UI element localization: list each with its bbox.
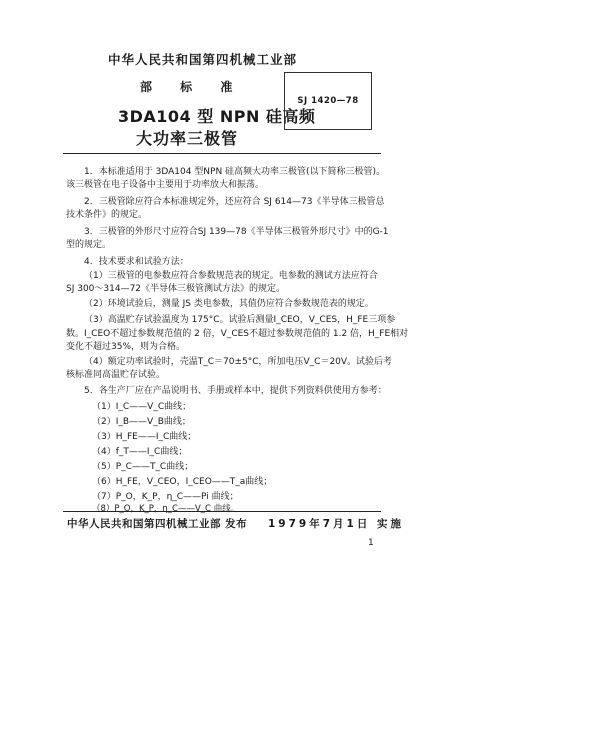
body-line: 核标准同高温贮存试验。 <box>66 370 166 380</box>
list-item: （3）H_FE——I_C曲线； <box>92 432 197 442</box>
standard-type-label: 部 标 准 <box>140 80 245 94</box>
list-item: （6）H_FE，V_CEO，I_CEO——T_a曲线； <box>92 477 273 487</box>
body-line: 2．三极管除应符合本标准规定外，还应符合 SJ 614—73《半导体三极管总 <box>84 197 385 207</box>
standard-code-box <box>284 72 372 130</box>
body-line: 4．技术要求和试验方法： <box>84 257 189 267</box>
body-line: 5．各生产厂应在产品说明书、手册或样本中，提供下列资料供使用方参考： <box>84 386 387 396</box>
list-item: （1）I_C——V_C曲线； <box>92 402 192 412</box>
header-divider <box>63 153 381 154</box>
document-title-line2: 大功率三极管 <box>136 129 239 148</box>
body-line: 变化不超过35%，则为合格。 <box>66 342 186 352</box>
list-item: （7）P_O，K_P，η_C——Pi 曲线； <box>92 492 239 502</box>
body-line: 型的规定。 <box>66 240 112 250</box>
body-line: 3．三极管的外形尺寸应符合SJ 139—78《半导体三极管外形尺寸》中的G-1 <box>84 227 389 237</box>
list-item: （4）f_T——I_C曲线； <box>92 447 188 457</box>
body-line: SJ 300～314—72《半导体三极管测试方法》的规定。 <box>66 284 286 294</box>
list-item: （5）P_C——T_C曲线； <box>92 462 194 472</box>
body-line: （4）额定功率试验时，壳温T_C＝70±5°C，所加电压V_C＝20V。试验后考 <box>84 357 393 367</box>
body-line: 1．本标准适用于 3DA104 型NPN 硅高频大功率三极管(以下简称三极管)。 <box>84 167 386 177</box>
effective-date: 1979年7月1日 实施 <box>268 518 404 530</box>
page-number: 1 <box>368 538 374 548</box>
body-line: 该三极管在电子设备中主要用于功率放大和振荡。 <box>66 180 265 190</box>
standard-code: SJ 1420—78 <box>297 96 359 106</box>
publisher-line: 中华人民共和国第四机械工业部 发布 <box>67 518 248 530</box>
body-line: 技术条件》的规定。 <box>66 210 148 220</box>
body-line: （3）高温贮存试验温度为 175°C。试验后测量I_CEO，V_CES，H_FE三项参 <box>84 315 396 325</box>
list-item: （8）P_O，K_P，η_C——V_C 曲线。 <box>92 504 240 514</box>
body-line: （2）环境试验后，测量 JS 类电参数，其值仍应符合参数规范表的规定。 <box>84 299 374 309</box>
body-line: （1）三极管的电参数应符合参数规范表的规定。电参数的测试方法应符合 <box>84 271 378 281</box>
issuing-organization: 中华人民共和国第四机械工业部 <box>108 52 298 67</box>
document-title-line1: 3DA104 型 NPN 硅高频 <box>118 107 316 126</box>
list-item: （2）I_B——V_B曲线； <box>92 417 191 427</box>
footer-divider <box>63 511 381 512</box>
body-line: 数。I_CEO不超过参数规范值的 2 倍，V_CES不超过参数规范值的 1.2 倍，H_FE相对 <box>66 329 409 339</box>
